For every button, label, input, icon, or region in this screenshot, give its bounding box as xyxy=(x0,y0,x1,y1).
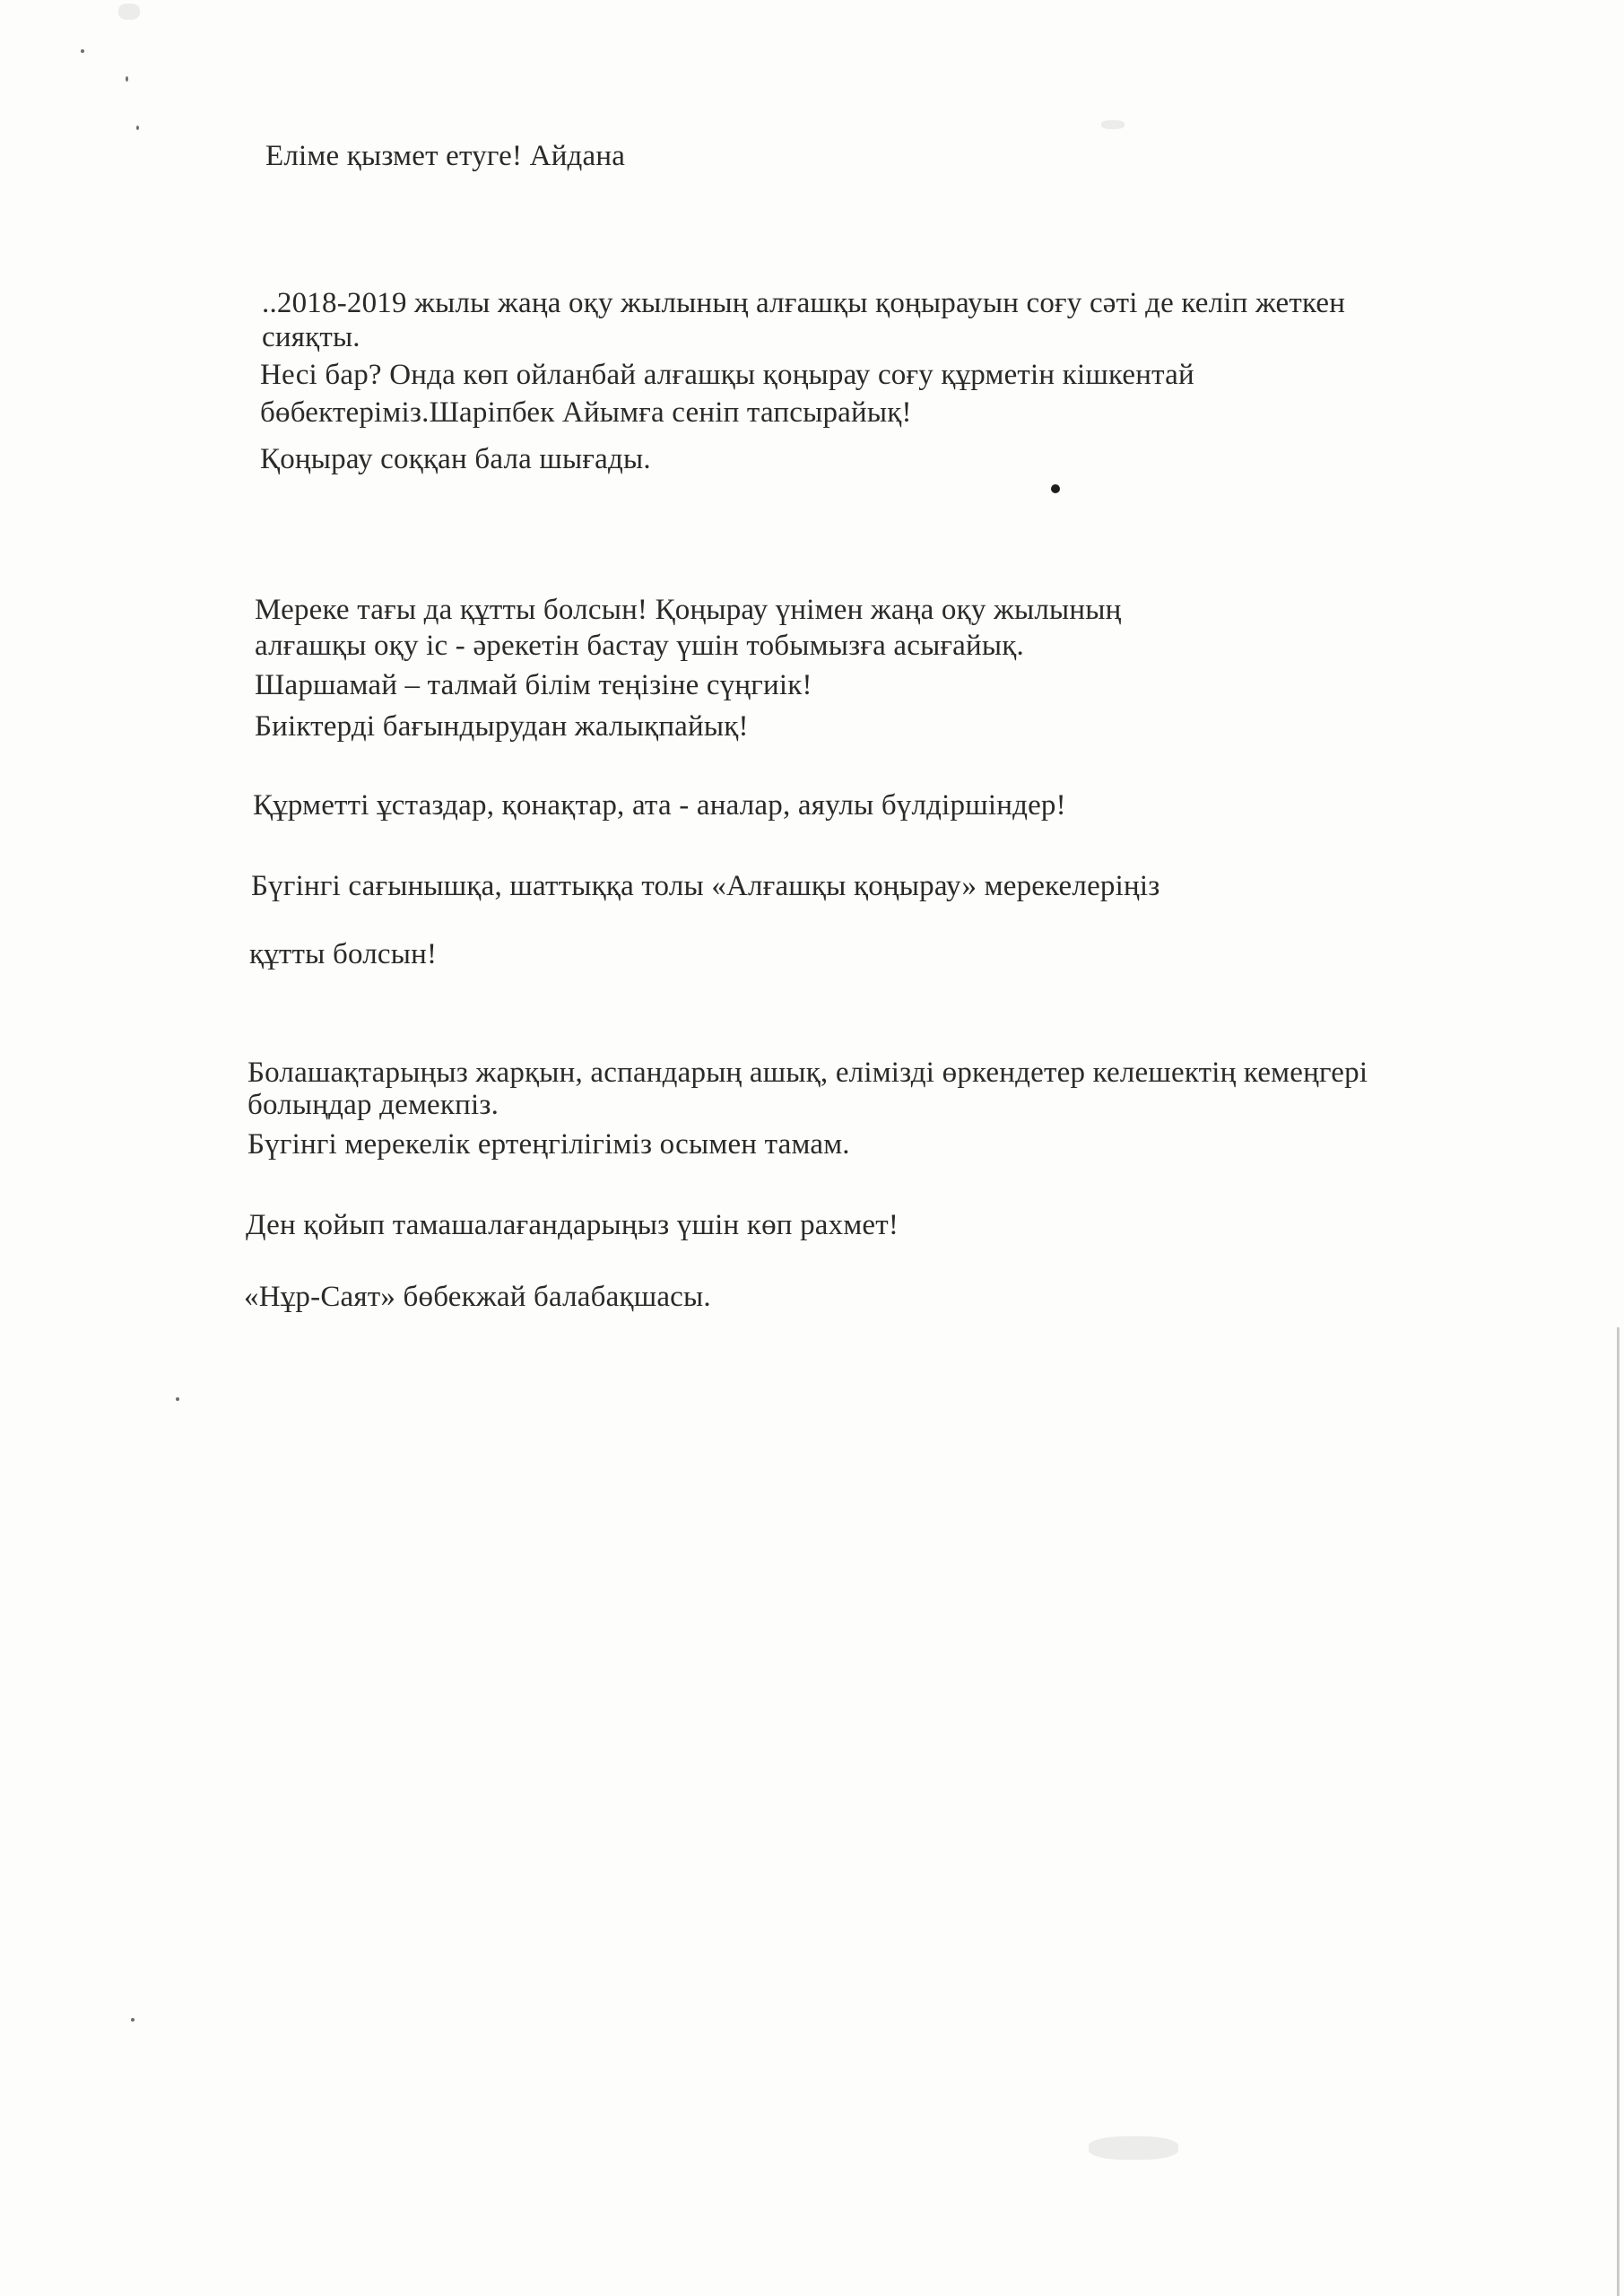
paragraph-2-line: алғашқы оқу іс - әрекетін бастау үшін тобымызға асығайық. xyxy=(255,630,1024,662)
document-heading: Еліме қызмет етуге! Айдана xyxy=(265,140,626,172)
scan-smudge xyxy=(1101,120,1125,129)
scan-smudge xyxy=(118,4,140,20)
signature-line: «Нұр-Саят» бөбекжай балабақшасы. xyxy=(244,1281,711,1313)
paragraph-1-line: Қоңырау соққан бала шығады. xyxy=(260,443,651,475)
thanks-line: Ден қойып тамашалағандарыңыз үшін көп рахмет! xyxy=(246,1209,899,1241)
paragraph-2-line: Биіктерді бағындырудан жалықпайық! xyxy=(255,710,749,743)
scan-speck xyxy=(176,1397,179,1401)
scan-speck xyxy=(1051,484,1060,493)
wish-line: құтты болсын! xyxy=(249,938,438,970)
paragraph-2-line: Шаршамай – талмай білім теңізіне сүңгиік! xyxy=(255,669,812,701)
greeting-line: Құрметті ұстаздар, қонақтар, ата - аналар, аяулы бүлдіршіндер! xyxy=(253,789,1066,822)
paragraph-3-line: болыңдар демекпіз. xyxy=(248,1089,499,1121)
scan-smudge xyxy=(1089,2136,1178,2160)
paragraph-1-line: Несі бар? Онда көп ойланбай алғашқы қоңырау соғу құрметін кішкентай xyxy=(260,359,1194,391)
scan-edge-line xyxy=(1617,1327,1620,2296)
paragraph-1-line: ..2018-2019 жылы жаңа оқу жылының алғашқы қоңырауын соғу сәті де келіп жеткен xyxy=(262,287,1346,319)
paragraph-1-line: сияқты. xyxy=(262,321,360,353)
scan-speck xyxy=(136,126,139,130)
paragraph-3-line: Болашақтарыңыз жарқын, аспандарың ашық, елімізді өркендетер келешектің кемеңгері xyxy=(248,1057,1368,1089)
scan-speck xyxy=(131,2018,135,2022)
paragraph-2-line: Мереке тағы да құтты болсын! Қоңырау үнімен жаңа оқу жылының xyxy=(255,594,1122,626)
scan-speck xyxy=(126,76,128,82)
paragraph-3-line: Бүгінгі мерекелік ертеңгілігіміз осымен тамам. xyxy=(248,1128,850,1161)
wish-line: Бүгінгі сағынышқа, шаттыққа толы «Алғашқы қоңырау» мерекелеріңіз xyxy=(251,870,1160,902)
paragraph-1-line: бөбектеріміз.Шаріпбек Айымға сеніп тапсырайық! xyxy=(260,396,912,429)
scan-speck xyxy=(81,49,84,53)
